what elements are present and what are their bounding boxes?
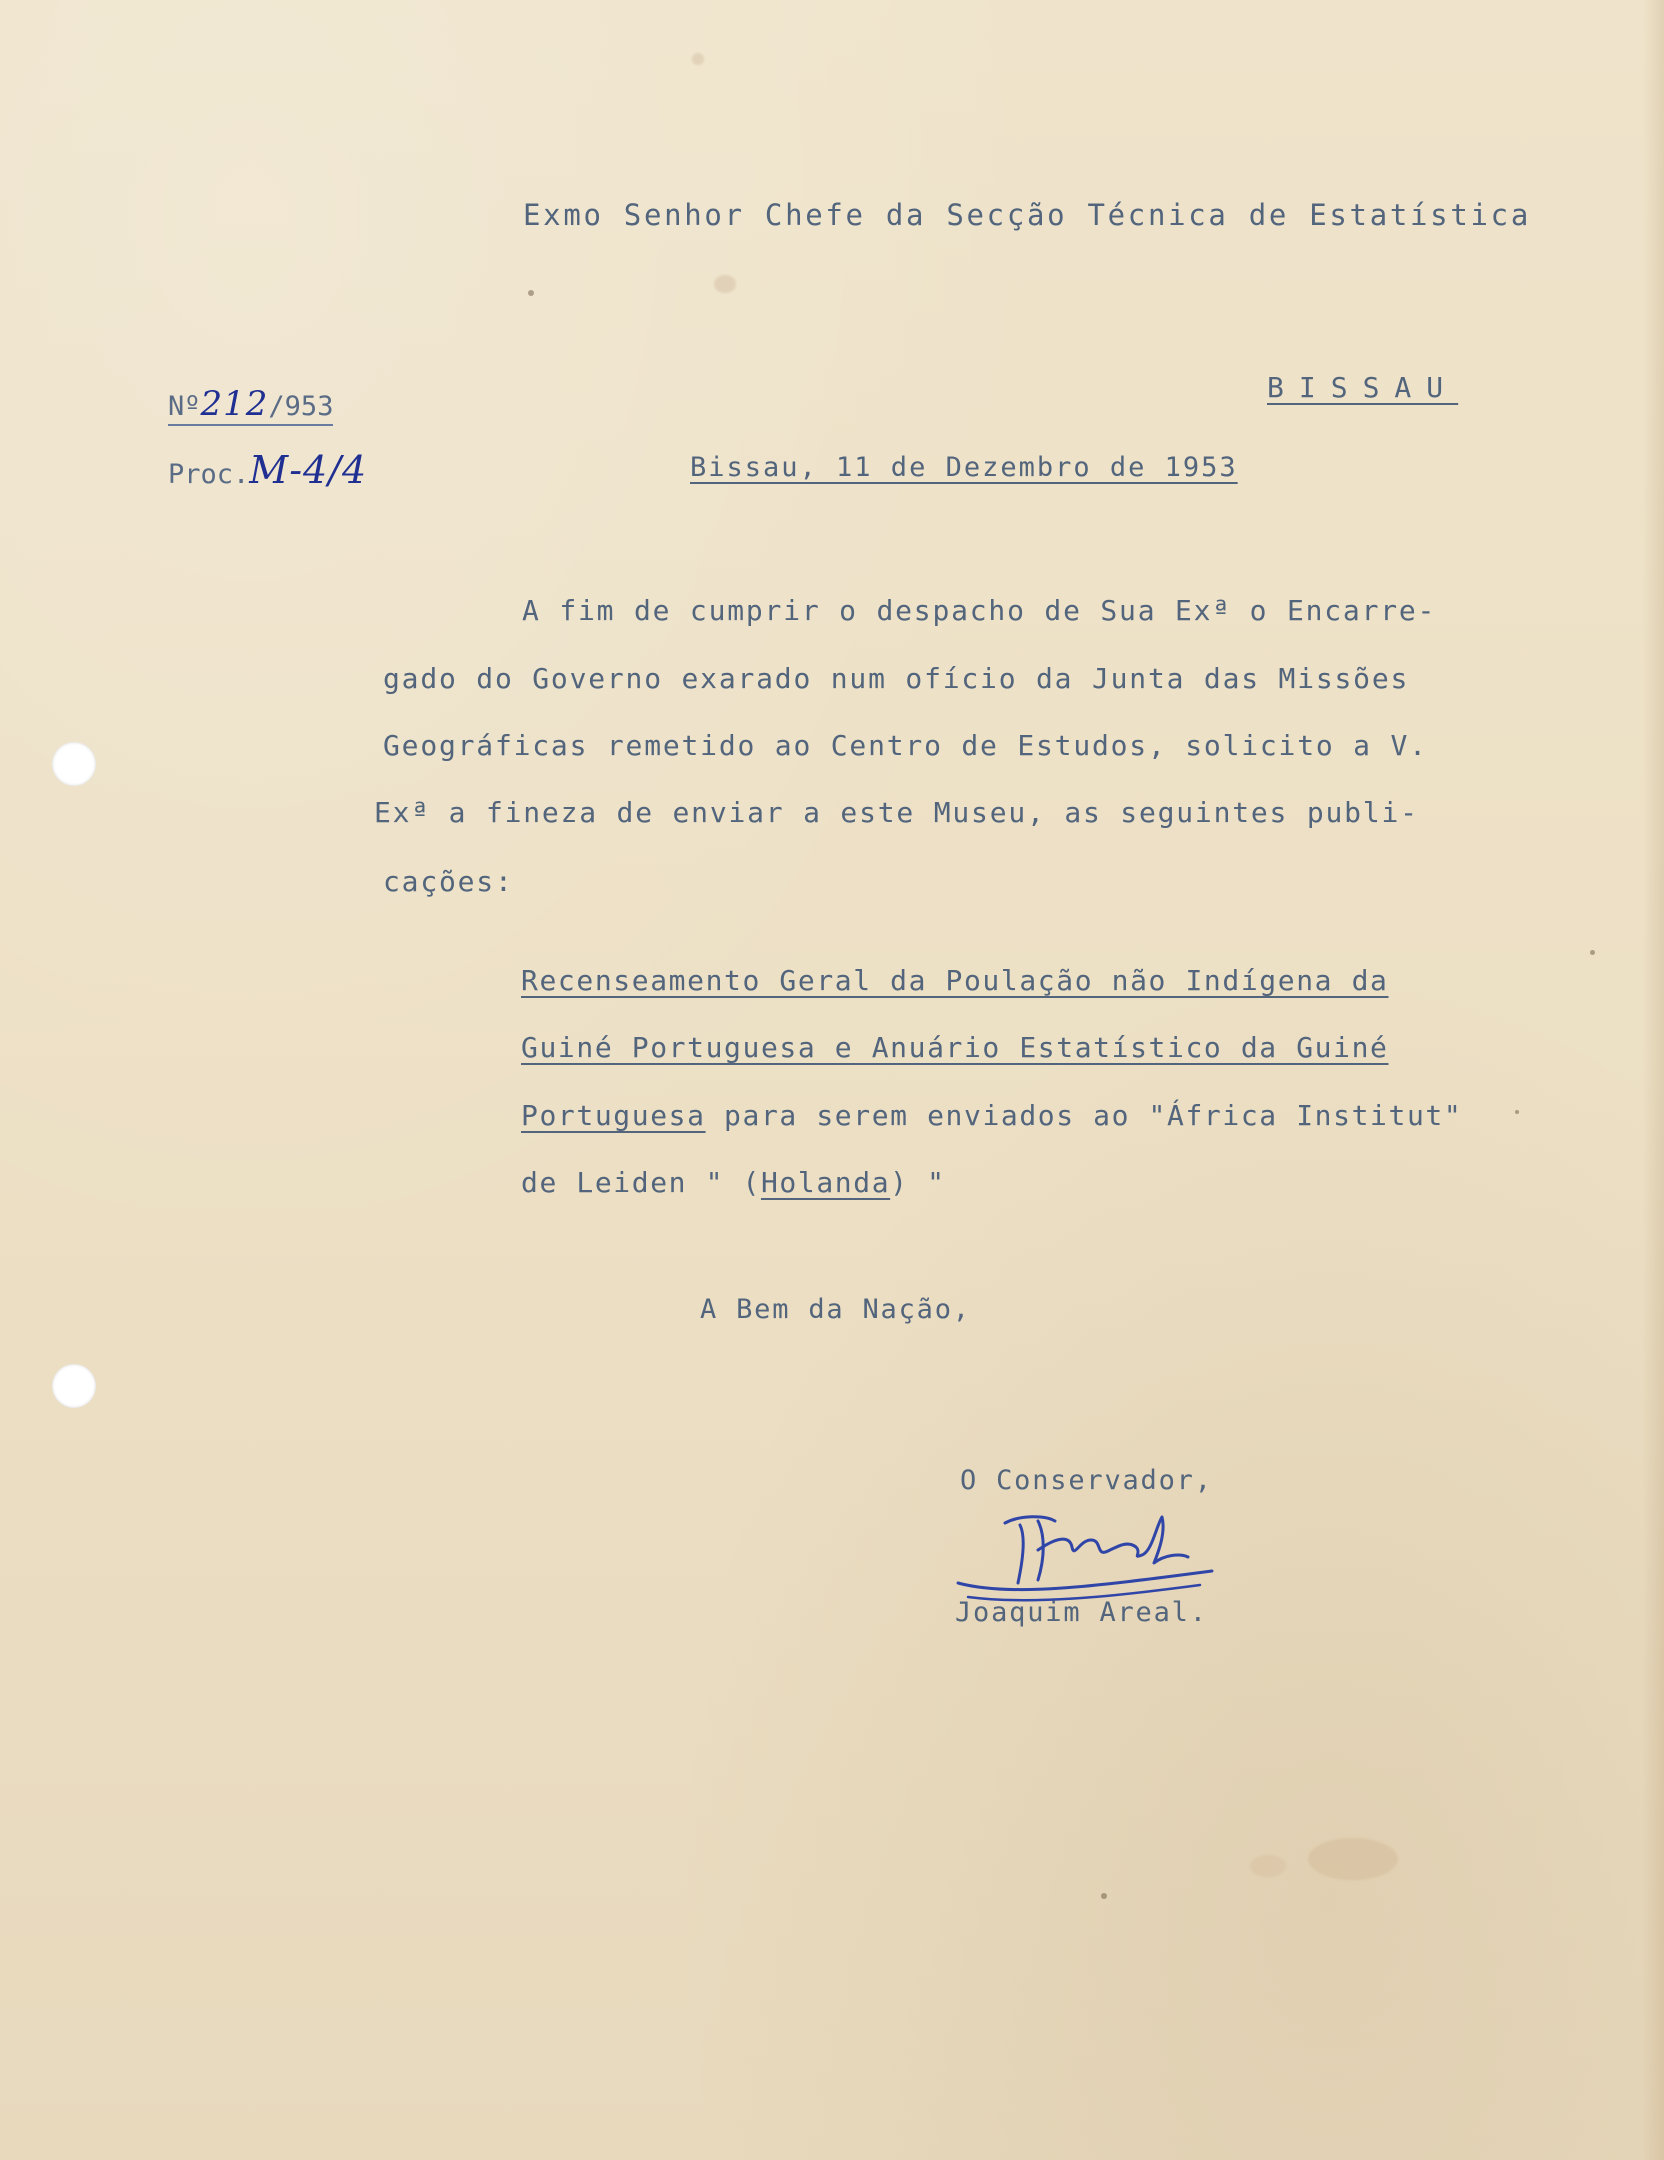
reference-handwritten-number: 212 xyxy=(200,384,269,424)
publication-line xyxy=(521,1032,1389,1064)
signatory-role: O Conservador, xyxy=(960,1465,1213,1496)
paragraph-line: Geográficas remetido ao Centro de Estudos, solicito a V. xyxy=(383,729,1428,762)
addressee-line: Exmo Senhor Chefe da Secção Técnica de Estatística xyxy=(523,198,1531,232)
ink-dot xyxy=(1515,1110,1519,1114)
process-handwritten-code: M-4/4 xyxy=(249,448,368,492)
paper-edge-shadow xyxy=(1642,0,1664,2160)
reference-number xyxy=(168,384,333,424)
paper-stain xyxy=(714,275,736,293)
signatory-name: Joaquim Areal. xyxy=(955,1597,1208,1628)
paragraph-line: cações: xyxy=(383,865,514,898)
punch-hole-top xyxy=(52,742,96,786)
publication-text: de Leiden " ( xyxy=(521,1166,761,1199)
ink-dot xyxy=(1101,1893,1107,1899)
process-number xyxy=(168,448,367,492)
paper-stain xyxy=(1250,1855,1286,1877)
publication-line xyxy=(521,1100,1462,1132)
publication-title-part: Recenseamento Geral da Poulação não Indígena da xyxy=(521,964,1389,997)
ink-dot xyxy=(528,290,534,296)
publication-title-part: Portuguesa xyxy=(521,1099,706,1132)
publication-text: ) " xyxy=(890,1166,946,1199)
punch-hole-bottom xyxy=(52,1364,96,1408)
paper-stain xyxy=(692,53,704,65)
publication-country: Holanda xyxy=(760,1166,891,1199)
addressee-city: BISSAU xyxy=(1267,371,1459,404)
paragraph-line: gado do Governo exarado num ofício da Junta das Missões xyxy=(383,662,1410,695)
closing-salutation: A Bem da Nação, xyxy=(700,1294,971,1325)
paragraph-line: Exª a fineza de enviar a este Museu, as seguintes publi- xyxy=(374,796,1419,829)
publication-text: para serem enviados ao "África Institut" xyxy=(705,1099,1463,1132)
ink-dot xyxy=(1590,950,1595,955)
paper-stain xyxy=(1308,1838,1398,1880)
process-prefix: Proc. xyxy=(168,459,250,490)
date-line: Bissau, 11 de Dezembro de 1953 xyxy=(690,452,1238,483)
paragraph-line: A fim de cumprir o despacho de Sua Exª o Encarre- xyxy=(522,594,1437,627)
publication-title-part: Guiné Portuguesa e Anuário Estatístico da Guiné xyxy=(521,1031,1389,1064)
reference-prefix: Nº xyxy=(168,391,201,422)
publication-line xyxy=(521,1167,946,1199)
reference-number-underline xyxy=(168,384,334,426)
publication-line xyxy=(521,965,1389,997)
reference-year: /953 xyxy=(268,391,334,422)
